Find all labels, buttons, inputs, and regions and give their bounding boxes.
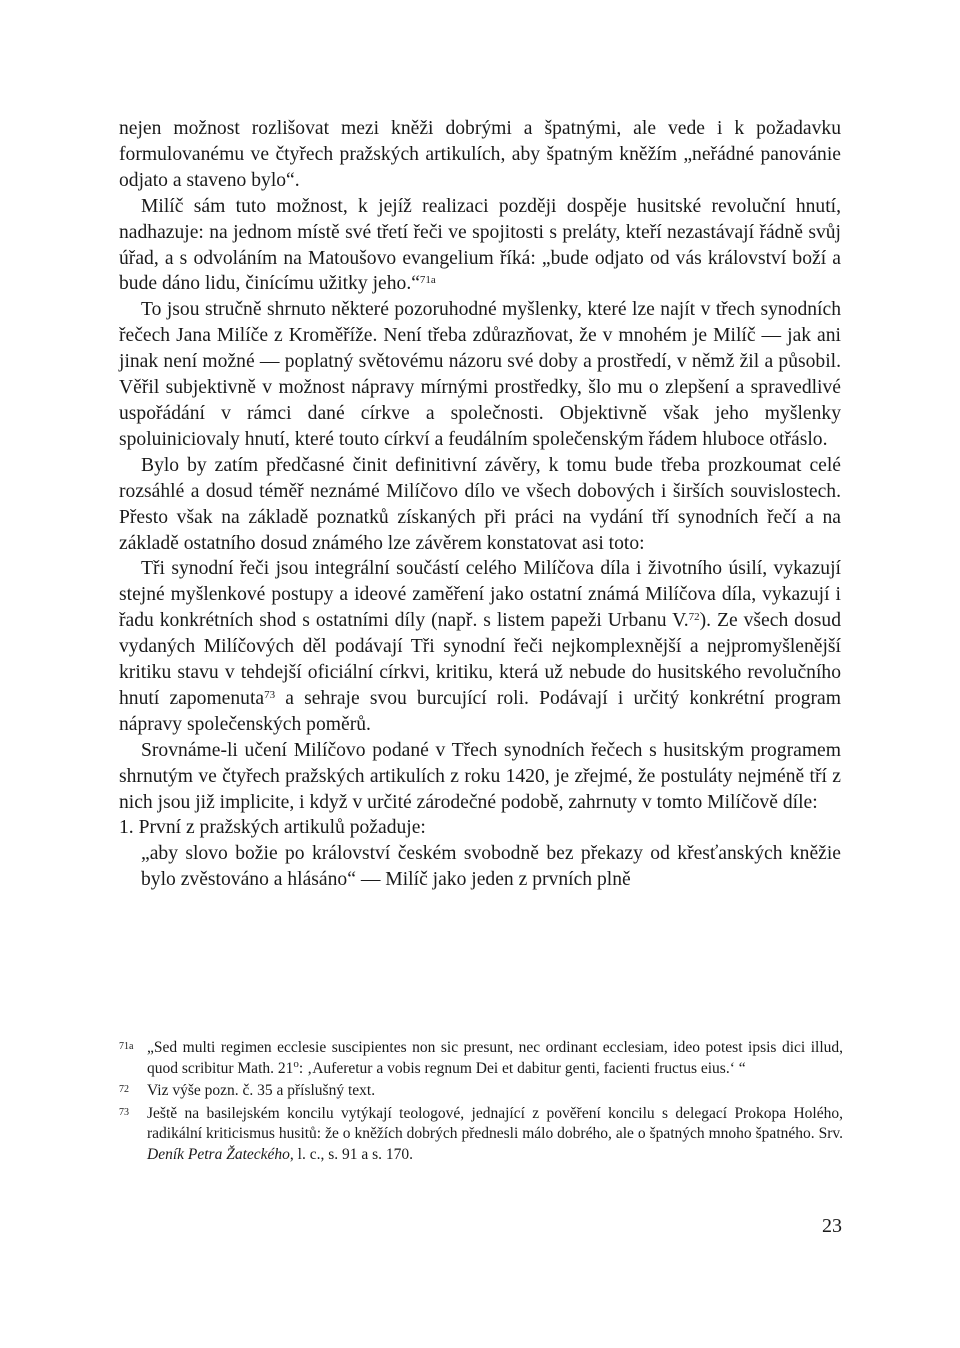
footnote-ref: 72 bbox=[688, 611, 700, 624]
text-run: Milíč sám tuto možnost, k jejíž realizaci později dospěje husitské revoluční hnutí, nadhazuje: na jednom místě své třetí řeči ve spojitosti s preláty, kteří nezastávají řádně svůj úřad, a s odvoláním na Matoušovo evangelium říká: „bude odjato od vás království boží a bude dáno lidu, činícímu užitky jeho.“ bbox=[119, 195, 841, 295]
text-run: Viz výše pozn. č. 35 a příslušný text. bbox=[147, 1082, 376, 1100]
paragraph bbox=[119, 116, 841, 194]
footnote-number: 71a bbox=[119, 1041, 134, 1052]
text-run: „Sed multi regimen ecclesie suscipientes non sic presunt, nec ordinant ecclesiam, ideo potest ipsis dici illud, quod scribitur Math. 21 bbox=[147, 1039, 843, 1077]
paragraph bbox=[119, 453, 841, 557]
footnote bbox=[119, 1104, 843, 1166]
text-run: , l. c., s. 91 a s. 170. bbox=[289, 1145, 414, 1163]
page-number: 23 bbox=[822, 1215, 842, 1237]
italic-title: Deník Petra Žateckého bbox=[147, 1145, 290, 1163]
footnote-ref: o bbox=[293, 1057, 299, 1070]
list-item bbox=[119, 815, 841, 841]
text-run: nejen možnost rozlišovat mezi kněži dobrými a špatnými, ale vede i k požadavku formulovanému ve čtyřech pražských artikulích, aby špatným kněžím „neřádné panovánie odjato a staveno bylo“. bbox=[119, 118, 841, 191]
footnote-ref: 71a bbox=[419, 274, 436, 287]
quotation bbox=[119, 841, 841, 893]
paragraph bbox=[119, 297, 841, 452]
text-run: Srovnáme-li učení Milíčovo podané v Třech synodních řečech s husitským programem shrnutým ve čtyřech pražských artikulích z roku 1420, je zřejmé, že postuláty nejméně tří z nich jsou již implicite, i když v určité zárodečné podobě, zahrnuty v tomto Milíčově díle: bbox=[119, 739, 841, 813]
text-run: : ‚Auferetur a vobis regnum Dei et dabitur genti, facienti fructus eius.‘ “ bbox=[298, 1059, 746, 1077]
paragraph bbox=[119, 738, 841, 816]
footnote bbox=[119, 1081, 843, 1102]
text-run: ). Ze všech dosud vydaných Milíčových děl podávají Tři synodní řeči nejkomplexnější a nejpromyšlenější kritiku stavu v tehdejší oficiální církvi, kritiku, která už nebude do husitského revolučního hnutí zapomenuta bbox=[119, 610, 841, 709]
footnote-ref: 73 bbox=[264, 688, 276, 701]
paragraph bbox=[119, 556, 841, 737]
text-run: To jsou stručně shrnuto některé pozoruhodné myšlenky, které lze najít v třech synodních řečech Jana Milíče z Kroměříže. Není třeba zdůrazňovat, že v mnohém je Milíč — jak ani jinak není možné — poplatný světovému názoru své doby a prostředí, v němž žil a působil. Věřil subjektivně v možnost nápravy mírnými prostředky, šlo mu o zlepšení a spravedlivé uspořádání v rámci dané církve a společnosti. Objektivně však jeho myšlenky spoluiniciovaly hnutí, které touto církví a feudálním společenským řádem hluboce otřáslo. bbox=[119, 299, 841, 450]
text-run: Tři synodní řeči jsou integrální součástí celého Milíčova díla i životního úsilí, vykazují stejné myšlenkové postupy a ideové zaměření jako ostatní známá Milíčova díla, vykazují i řadu konkrétních shod s ostatními díly (např. s listem papeži Urbanu V. bbox=[119, 558, 841, 632]
paragraph bbox=[119, 194, 841, 298]
footnote-number: 73 bbox=[119, 1106, 129, 1118]
text-run: 1. První z pražských artikulů požaduje: bbox=[119, 817, 426, 839]
text-run: a sehraje svou burcující roli. Podávají i určitý konkrétní program nápravy společenských poměrů. bbox=[119, 687, 841, 735]
footnote-number: 72 bbox=[119, 1084, 129, 1096]
text-run: Bylo by zatím předčasné činit definitivní závěry, k tomu bude třeba prozkoumat celé rozsáhlé a dosud téměř neznámé Milíčovo dílo ve všech dobových i širších souvislostech. Přesto však na základě poznatků získaných při práci na vydání tří synodních řečí a na základě ostatního dosud známého lze závěrem konstatovat asi toto: bbox=[119, 454, 841, 554]
main-text bbox=[119, 116, 841, 893]
text-run: „aby slovo božie po království českém svobodně bez překazy od křesťanských kněžie bylo zvěstováno a hlásáno“ — Milíč jako jeden z prvních plně bbox=[141, 843, 841, 891]
footnote bbox=[119, 1038, 843, 1079]
footnotes-section bbox=[119, 1038, 843, 1168]
text-run: Ještě na basilejském koncilu vytýkají teologové, jednající z pověření koncilu s delegací Prokopa Holého, radikální kriticismus husitů: že o kněžích dobrých přednesli málo dobrého, ale o špatných mnoho špatného. Srv. bbox=[147, 1104, 843, 1143]
